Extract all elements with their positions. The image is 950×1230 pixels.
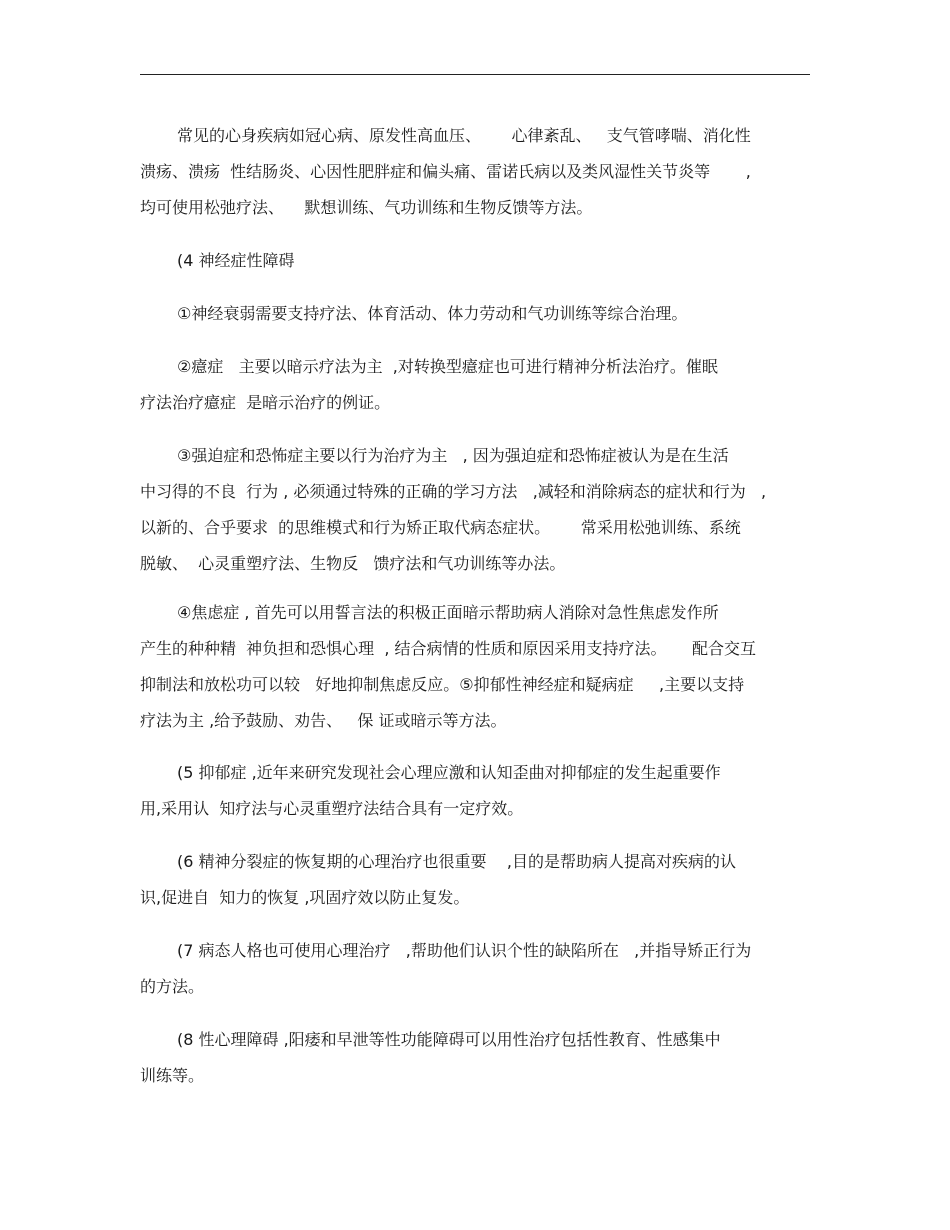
text-line: 疗法治疗癔症 是暗示治疗的例证。 xyxy=(140,393,391,412)
text-line: 常见的心身疾病如冠心病、原发性高血压、 心律紊乱、 支气管哮喘、消化性 xyxy=(177,126,751,145)
text-line: (5 抑郁症 ,近年来研究发现社会心理应激和认知歪曲对抑郁症的发生起重要作 xyxy=(177,763,721,782)
text-line: 的方法。 xyxy=(140,977,205,996)
paragraph-sexual xyxy=(140,1022,820,1094)
text-line: 抑制法和放松功可以较 好地抑制焦虑反应。⑤抑郁性神经症和疑病症 ,主要以支持 xyxy=(140,675,745,694)
text-line: (7 病态人格也可使用心理治疗 ,帮助他们认识个性的缺陷所在 ,并指导矫正行为 xyxy=(177,941,752,960)
text-line: 产生的种种精 神负担和恐惧心理 , 结合病情的性质和原因采用支持疗法。 配合交互 xyxy=(140,639,756,658)
text-line: ④焦虑症 , 首先可以用誓言法的积极正面暗示帮助病人消除对急性焦虑发作所 xyxy=(177,603,719,622)
text-line: 识,促进自 知力的恢复 ,巩固疗效以防止复发。 xyxy=(140,888,470,907)
text-line: (6 精神分裂症的恢复期的心理治疗也很重要 ,目的是帮助病人提高对疾病的认 xyxy=(177,852,736,871)
text-line: ②癔症 主要以暗示疗法为主 ,对转换型癔症也可进行精神分析法治疗。催眠 xyxy=(177,357,718,376)
section-heading: (4 神经症性障碍 xyxy=(177,251,295,270)
text-line: 训练等。 xyxy=(140,1066,205,1085)
paragraph-neurotic-heading xyxy=(140,243,820,279)
paragraph-schizophrenia xyxy=(140,844,820,916)
paragraph-ocd-phobia xyxy=(140,438,820,582)
paragraph-depression xyxy=(140,755,820,827)
text-line: ①神经衰弱需要支持疗法、体育活动、体力劳动和气功训练等综合治理。 xyxy=(177,304,688,323)
paragraph-hysteria xyxy=(140,349,820,421)
paragraph-personality xyxy=(140,933,820,1005)
header-rule xyxy=(140,74,810,75)
text-line: (8 性心理障碍 ,阳痿和早泄等性功能障碍可以用性治疗包括性教育、性感集中 xyxy=(177,1030,721,1049)
text-line: 疗法为主 ,给予鼓励、劝告、 保 证或暗示等方法。 xyxy=(140,711,507,730)
text-line: 以新的、合乎要求 的思维模式和行为矫正取代病态症状。 常采用松弛训练、系统 xyxy=(140,518,741,537)
paragraph-psychosomatic xyxy=(140,118,820,226)
text-line: 脱敏、 心灵重塑疗法、生物反 馈疗法和气功训练等办法。 xyxy=(140,554,566,573)
text-line: 溃疡、溃疡 性结肠炎、心因性肥胖症和偏头痛、雷诺氏病以及类风湿性关节炎等 , xyxy=(140,162,751,181)
text-line: 用,采用认 知疗法与心灵重塑疗法结合具有一定疗效。 xyxy=(140,799,524,818)
paragraph-neurasthenia xyxy=(140,296,820,332)
text-line: 中习得的不良 行为 , 必须通过特殊的正确的学习方法 ,减轻和消除病态的症状和行为 , xyxy=(140,482,767,501)
text-line: ③强迫症和恐怖症主要以行为治疗为主 , 因为强迫症和恐怖症被认为是在生活 xyxy=(177,446,729,465)
text-line: 均可使用松弛疗法、 默想训练、气功训练和生物反馈等方法。 xyxy=(140,198,593,217)
paragraph-anxiety xyxy=(140,595,820,739)
